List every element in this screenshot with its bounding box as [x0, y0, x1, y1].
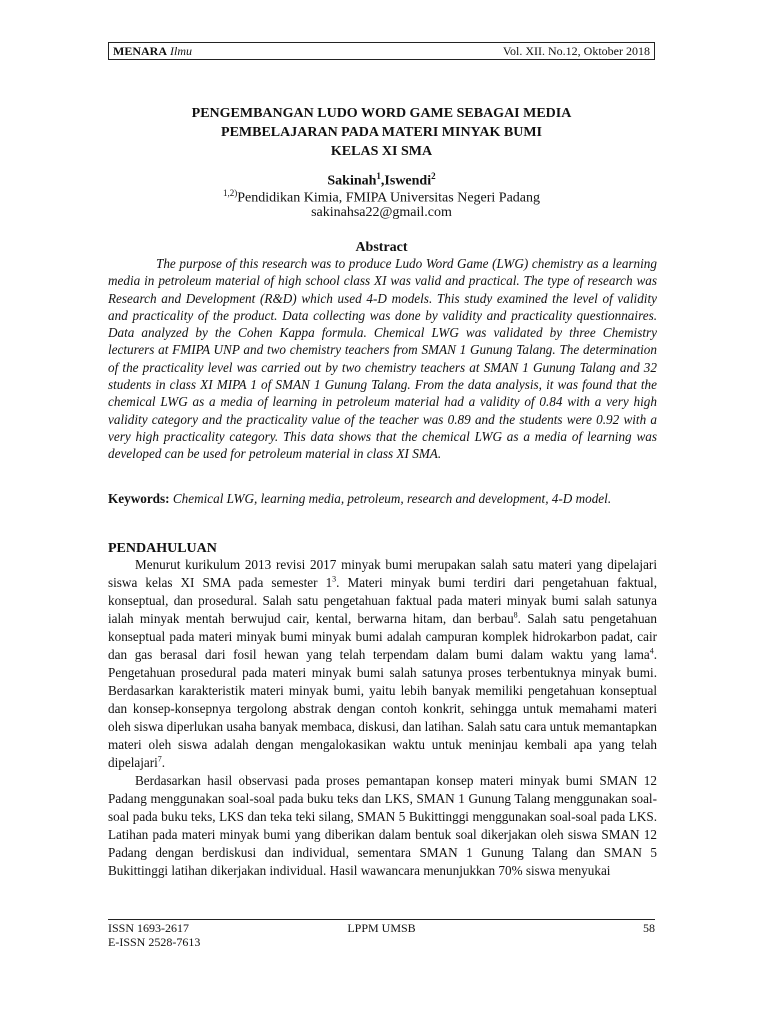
journal-name: [113, 43, 192, 59]
footer-issn: ISSN 1693-2617: [108, 921, 190, 935]
section-heading: PENDAHULUAN: [108, 541, 217, 556]
title-line-2: PEMBELAJARAN PADA MATERI MINYAK BUMI: [221, 125, 542, 140]
title-line-3: KELAS XI SMA: [330, 144, 433, 159]
abstract-text: The purpose of this research was to produce Ludo Word Game (LWG) chemistry as a learning media in petroleum material of high school class XI was valid and practical. The type of research was Research and Development (R&D) which used 4-D models. This study examined the level of validity and practicality of the product. Data collecting was done by validity and practicality questionnaires. Data analyzed by the Cohen Kappa formula. Chemical LWG was validated by three Chemistry lecturers at FMIPA UNP and two chemistry teachers from SMAN 1 Gunung Talang. The determination of the practicality level was carried out by two chemistry teachers at SMAN 1 Gunung Talang and 32 students in class XI MIPA 1 of SMAN 1 Gunung Talang. From the data analysis, it was found that the chemical LWG as a media of learning in petroleum material had a validity of 0.84 with a very high validity category and the practicality value of the teacher was 0.89 and the students were 0.92 with a very high practicality category. This data shows that the chemical LWG as a media of learning was developed can be used for petroleum material in class XI SMA.: [108, 256, 657, 462]
paragraph-1-text: .: [161, 755, 166, 770]
footer-divider: [108, 919, 655, 920]
paragraph-1: [108, 556, 657, 772]
paragraph-1-text: . Materi minyak bumi terdiri dari pengetahuan faktual, konseptual, dan prosedural. Salah satu pengetahuan faktual pada materi minyak bumi salah satunya ialah minyak mentah berwujud cair, kental, berwarna hitam, dan berbau: [108, 575, 657, 626]
author-2-mark: 2: [431, 171, 436, 181]
author-email: sakinahsa22@gmail.com: [311, 205, 452, 220]
author-2: Iswendi: [384, 173, 432, 189]
journal-name-italic: Ilmu: [170, 44, 192, 58]
running-header: [108, 42, 655, 60]
author-separator: ,: [380, 173, 385, 189]
keywords-label: Keywords:: [108, 491, 170, 506]
title-line-1: PENGEMBANGAN LUDO WORD GAME SEBAGAI MEDIA: [191, 106, 572, 121]
citation-mark: 8: [513, 610, 518, 620]
author-1: Sakinah: [327, 173, 377, 189]
page-number: 58: [643, 921, 655, 935]
author-1-mark: 1: [376, 171, 381, 181]
paragraph-1-text: . Pengetahuan prosedural pada materi minyak bumi salah satunya proses terbentuknya minyak bumi. Berdasarkan karakteristik materi minyak bumi, yaitu lebih banyak memiliki pengetahuan konseptual dan konsep-konsepnya tergolong abstrak dengan contoh konkrit, sehingga untuk memahami materi oleh siswa diperlukan usaha banyak membaca, diskusi, dan latihan. Salah satu cara untuk memantapkan materi oleh siswa adalah dengan mengalokasikan waktu untuk meninjau kembali apa yang telah dipelajari: [108, 647, 657, 770]
citation-mark: 3: [332, 574, 337, 584]
section-body: [108, 556, 657, 880]
abstract-heading: Abstract: [355, 240, 408, 255]
paper-title: [108, 104, 655, 161]
affiliation-text: Pendidikan Kimia, FMIPA Universitas Negeri Padang: [237, 190, 541, 206]
paragraph-1-text: Menurut kurikulum 2013 revisi 2017 minyak bumi merupakan salah satu materi yang dipelajari siswa kelas XI SMA pada semester 1: [108, 557, 657, 590]
keywords: [108, 490, 657, 507]
journal-name-bold: MENARA: [113, 44, 167, 58]
footer-eissn: E-ISSN 2528-7613: [108, 935, 201, 949]
keywords-text: Chemical LWG, learning media, petroleum, research and development, 4-D model.: [172, 491, 612, 506]
journal-volume: Vol. XII. No.12, Oktober 2018: [502, 44, 650, 58]
footer-publisher: LPPM UMSB: [347, 921, 416, 935]
citation-mark: 4: [649, 646, 654, 656]
paragraph-2: Berdasarkan hasil observasi pada proses pemantapan konsep materi minyak bumi SMAN 12 Padang menggunakan soal-soal pada buku teks dan LKS, SMAN 1 Gunung Talang menggunakan soal-soal pada buku teks, LKS dan teka teki silang, SMAN 5 Bukittinggi menggunakan soal-soal pada LKS. Latihan pada materi minyak bumi yang diberikan dalam bentuk soal dikerjakan oleh siswa SMAN 12 Padang dengan berdiskusi dan individual, sementara SMAN 1 Gunung Talang dan SMAN 5 Bukittinggi latihan dikerjakan individual. Hasil wawancara menunjukkan 70% siswa menyukai: [108, 773, 657, 878]
citation-mark: 7: [157, 754, 162, 764]
paragraph-1-text: . Salah satu pengetahuan konseptual pada materi minyak bumi minyak bumi adalah campuran komplek hidrokarbon padat, cair dan gas berasal dari fosil hewan yang telah terpendam dalam bumi dalam waktu yang lama: [108, 611, 657, 662]
affiliation-mark: 1,2): [222, 188, 238, 198]
